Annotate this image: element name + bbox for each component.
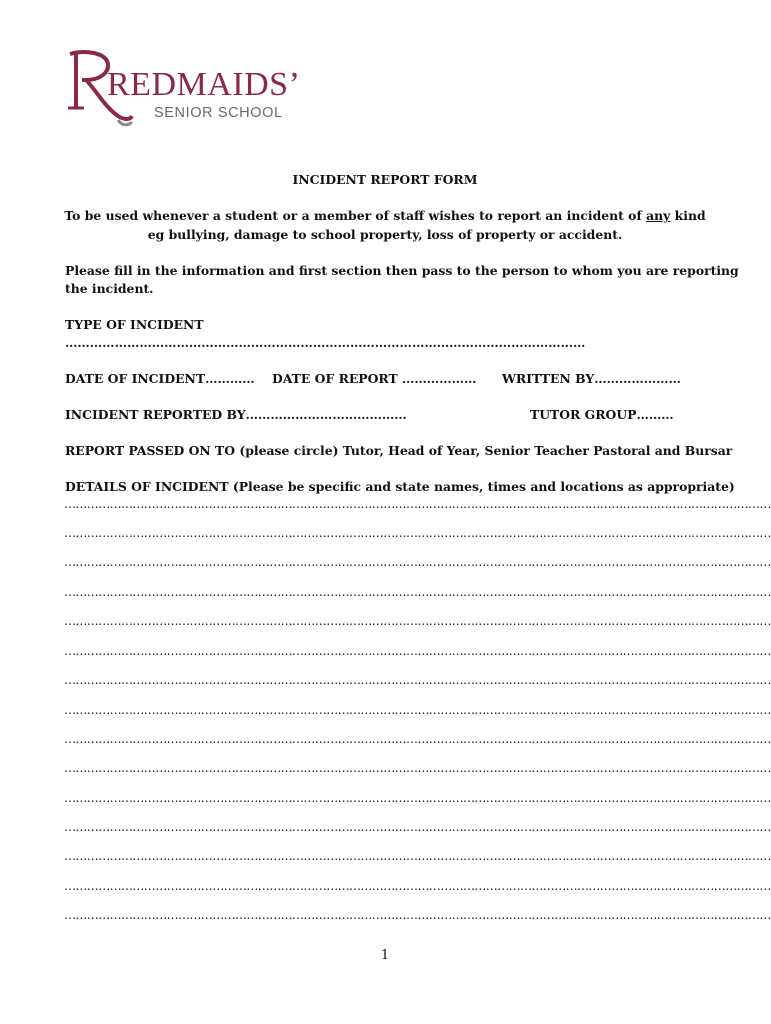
written-by-field[interactable]: WRITTEN BY………………… xyxy=(502,371,681,386)
intro-text-post: kind xyxy=(670,208,706,223)
details-of-incident-label: DETAILS OF INCIDENT (Please be specific and state names, times and locations as appropriate) xyxy=(65,479,735,494)
details-line[interactable]: …………………………………………………………………………………………………………………………………………………………………… xyxy=(64,791,771,805)
report-passed-on-to: REPORT PASSED ON TO (please circle) Tutor, Head of Year, Senior Teacher Pastoral and Bursar xyxy=(65,443,733,458)
details-line[interactable]: …………………………………………………………………………………………………………………………………………………………………… xyxy=(64,820,771,834)
details-line[interactable]: …………………………………………………………………………………………………………………………………………………………………… xyxy=(64,879,771,893)
type-of-incident-field[interactable]: ……………………………………………………………………………………………………………… xyxy=(65,335,586,350)
details-line[interactable]: …………………………………………………………………………………………………………………………………………………………………… xyxy=(64,614,771,628)
details-line[interactable]: …………………………………………………………………………………………………………………………………………………………………… xyxy=(64,555,771,569)
details-line[interactable]: …………………………………………………………………………………………………………………………………………………………………… xyxy=(64,497,771,511)
form-title: INCIDENT REPORT FORM xyxy=(292,172,478,187)
logo-subtitle: SENIOR SCHOOL xyxy=(154,105,283,121)
type-of-incident-label: TYPE OF INCIDENT xyxy=(65,317,204,332)
details-line[interactable]: …………………………………………………………………………………………………………………………………………………………………… xyxy=(64,644,771,658)
details-line[interactable]: …………………………………………………………………………………………………………………………………………………………………… xyxy=(64,673,771,687)
logo-name: REDMAIDS’ xyxy=(107,66,301,103)
intro-emphasis: any xyxy=(646,208,671,223)
details-line[interactable]: …………………………………………………………………………………………………………………………………………………………………… xyxy=(64,732,771,746)
details-line[interactable]: …………………………………………………………………………………………………………………………………………………………………… xyxy=(64,526,771,540)
incident-reported-by-field[interactable]: INCIDENT REPORTED BY………………………………… xyxy=(65,407,407,422)
intro-line-2: eg bullying, damage to school property, loss of property or accident. xyxy=(147,227,623,242)
instruction-line-1: Please fill in the information and first section then pass to the person to whom you are reporting xyxy=(65,263,739,278)
date-of-incident-field[interactable]: DATE OF INCIDENT………… xyxy=(65,371,255,386)
tutor-group-field[interactable]: TUTOR GROUP……… xyxy=(530,407,674,422)
school-logo xyxy=(62,50,302,130)
details-line[interactable]: …………………………………………………………………………………………………………………………………………………………………… xyxy=(64,585,771,599)
details-line[interactable]: …………………………………………………………………………………………………………………………………………………………………… xyxy=(64,849,771,863)
details-line[interactable]: …………………………………………………………………………………………………………………………………………………………………… xyxy=(64,761,771,775)
instruction-line-2: the incident. xyxy=(65,281,154,296)
details-line[interactable]: …………………………………………………………………………………………………………………………………………………………………… xyxy=(64,703,771,717)
date-of-report-field[interactable]: DATE OF REPORT ……………… xyxy=(272,371,477,386)
intro-text-pre: To be used whenever a student or a member of staff wishes to report an incident of xyxy=(64,208,647,223)
intro-line-1 xyxy=(0,208,770,223)
details-line[interactable]: …………………………………………………………………………………………………………………………………………………………………… xyxy=(64,908,771,922)
page-number: 1 xyxy=(380,948,390,963)
